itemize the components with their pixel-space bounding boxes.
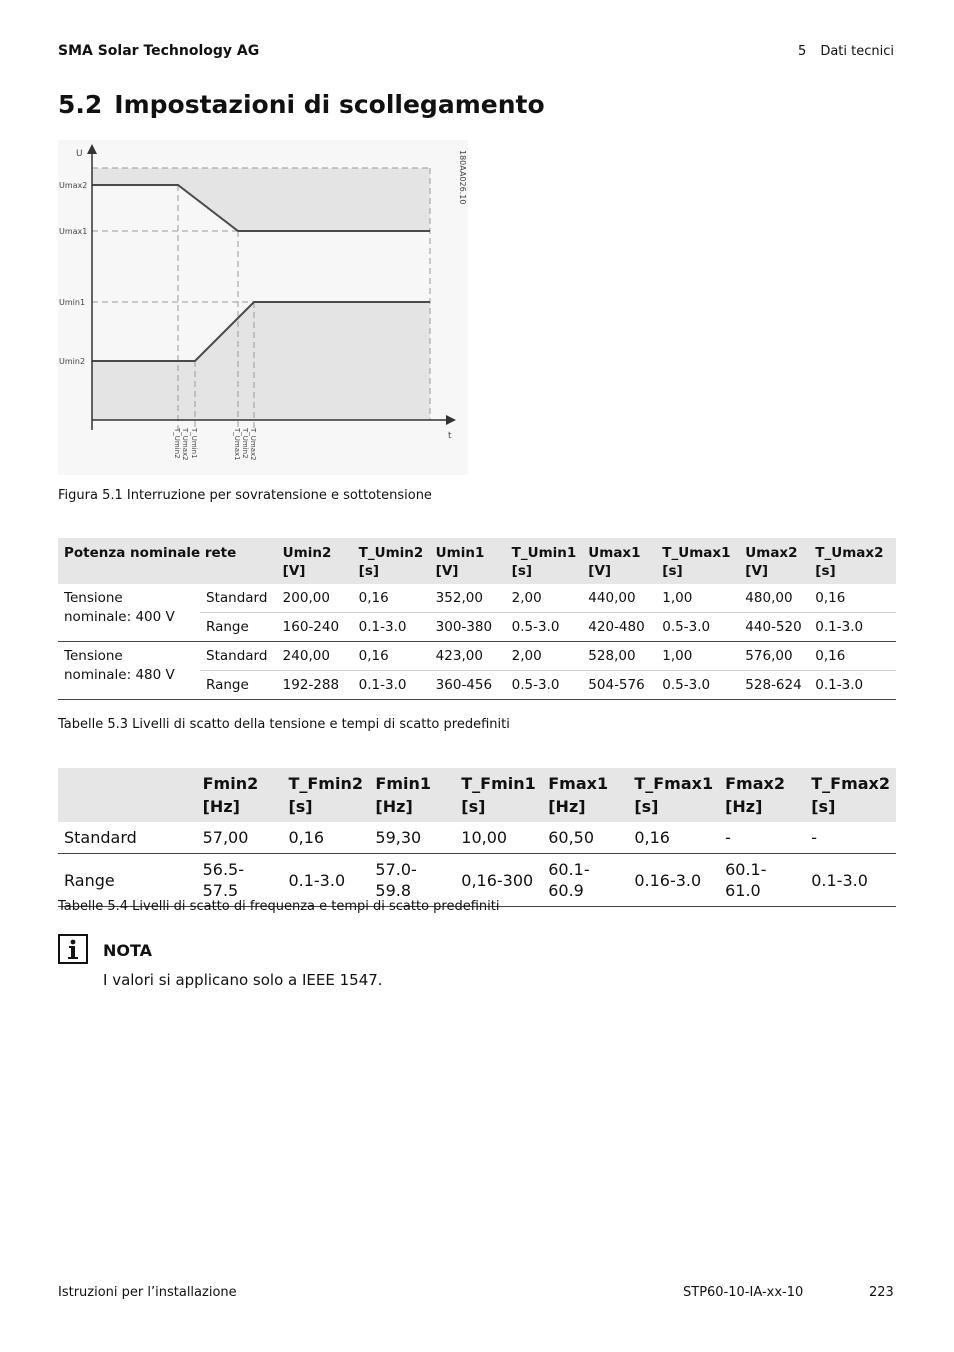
page-number: 223 xyxy=(869,1285,894,1300)
figure-code: 180AA026.10 xyxy=(458,150,467,205)
cell: 0.1-3.0 xyxy=(282,854,369,907)
section-title xyxy=(58,90,545,119)
y-label-umin1: Umin1 xyxy=(59,298,86,307)
cell: 0.5-3.0 xyxy=(656,671,739,700)
cell: 528,00 xyxy=(582,642,656,671)
footer-doc-code: STP60-10-IA-xx-10 xyxy=(683,1285,804,1300)
cell: 60.1-61.0 xyxy=(719,854,805,907)
row-label: Range xyxy=(58,854,197,907)
row-type: Range xyxy=(200,671,277,700)
cell: 0,16 xyxy=(282,822,369,854)
y-label-umin2: Umin2 xyxy=(59,357,86,366)
cell: 59,30 xyxy=(369,822,455,854)
header-cell: Potenza nominale rete xyxy=(58,538,277,584)
cell: 0.1-3.0 xyxy=(809,671,896,700)
x-label-t-umax1: T_Umax1 xyxy=(233,428,241,461)
x-label-t-umin1: T_Umin1 xyxy=(190,428,198,459)
header-cell: Umax2 [V] xyxy=(739,538,809,584)
cell: 57.0-59.8 xyxy=(369,854,455,907)
header-chapter-title: Dati tecnici xyxy=(820,44,894,59)
table-row xyxy=(58,642,896,671)
footer-doc-title: Istruzioni per l’installazione xyxy=(58,1285,237,1300)
cell: 2,00 xyxy=(506,584,583,613)
note-text: I valori si applicano solo a IEEE 1547. xyxy=(103,971,383,989)
cell: 1,00 xyxy=(656,584,739,613)
group-label: Tensione nominale: 480 V xyxy=(58,642,200,700)
cell: 0,16 xyxy=(809,642,896,671)
voltage-diagram xyxy=(58,140,468,475)
table-row xyxy=(58,584,896,613)
voltage-disconnect-figure xyxy=(58,140,468,475)
cell: 420-480 xyxy=(582,613,656,642)
cell: 0,16 xyxy=(353,642,430,671)
cell: 423,00 xyxy=(430,642,506,671)
header-cell: Fmin1 [Hz] xyxy=(369,768,455,822)
note-title: NOTA xyxy=(103,941,153,960)
cell: 352,00 xyxy=(430,584,506,613)
table2-caption: Tabelle 5.4 Livelli di scatto di frequenza e tempi di scatto predefiniti xyxy=(58,899,500,914)
table1-caption: Tabelle 5.3 Livelli di scatto della tensione e tempi di scatto predefiniti xyxy=(58,717,510,732)
x-axis-label: t xyxy=(448,431,452,441)
cell: 0,16-300 xyxy=(455,854,542,907)
row-label: Standard xyxy=(58,822,197,854)
cell: - xyxy=(805,822,896,854)
table-row xyxy=(58,822,896,854)
cell: 192-288 xyxy=(277,671,353,700)
cell: 0,16 xyxy=(809,584,896,613)
cell: 240,00 xyxy=(277,642,353,671)
header-cell: T_Fmax2 [s] xyxy=(805,768,896,822)
cell: 0.1-3.0 xyxy=(809,613,896,642)
cell: 576,00 xyxy=(739,642,809,671)
row-type: Standard xyxy=(200,642,277,671)
y-label-umax2: Umax2 xyxy=(59,181,88,190)
x-label-t-umin2-a: T_Umin2 xyxy=(173,428,181,459)
cell: 0.5-3.0 xyxy=(506,613,583,642)
cell: 0.1-3.0 xyxy=(805,854,896,907)
row-type: Range xyxy=(200,613,277,642)
cell: 10,00 xyxy=(455,822,542,854)
header-cell: T_Fmax1 [s] xyxy=(628,768,719,822)
table-header-row xyxy=(58,538,896,584)
table-header-row xyxy=(58,768,896,822)
header-cell: Umax1 [V] xyxy=(582,538,656,584)
cell: 0.5-3.0 xyxy=(656,613,739,642)
section-number: 5.2 xyxy=(58,90,103,119)
header-chapter xyxy=(798,44,894,59)
x-label-t-umax2-b: T_Umax2 xyxy=(249,428,257,461)
cell: 0.5-3.0 xyxy=(506,671,583,700)
header-cell: T_Fmin2 [s] xyxy=(282,768,369,822)
header-cell: T_Umin2 [s] xyxy=(353,538,430,584)
header-cell: Fmax1 [Hz] xyxy=(542,768,628,822)
header-cell: T_Umin1 [s] xyxy=(506,538,583,584)
cell: 1,00 xyxy=(656,642,739,671)
cell: 300-380 xyxy=(430,613,506,642)
voltage-trip-table xyxy=(58,538,896,700)
cell: 440,00 xyxy=(582,584,656,613)
cell: 0.16-3.0 xyxy=(628,854,719,907)
figure-caption: Figura 5.1 Interruzione per sovratensione e sottotensione xyxy=(58,488,432,503)
frequency-trip-table xyxy=(58,768,896,907)
cell: 56.5-57.5 xyxy=(197,854,283,907)
cell: 0,16 xyxy=(353,584,430,613)
header-cell: T_Fmin1 [s] xyxy=(455,768,542,822)
header-cell: Umin1 [V] xyxy=(430,538,506,584)
cell: 60.1-60.9 xyxy=(542,854,628,907)
y-axis-label: U xyxy=(76,149,83,159)
cell: 2,00 xyxy=(506,642,583,671)
header-cell: Fmin2 [Hz] xyxy=(197,768,283,822)
cell: 60,50 xyxy=(542,822,628,854)
header-cell: T_Umax2 [s] xyxy=(809,538,896,584)
cell: 0,16 xyxy=(628,822,719,854)
x-label-t-umax2-a: T_Umax2 xyxy=(181,428,189,461)
header-cell: Umin2 [V] xyxy=(277,538,353,584)
header-cell: Fmax2 [Hz] xyxy=(719,768,805,822)
cell: - xyxy=(719,822,805,854)
header-chapter-number: 5 xyxy=(798,44,807,59)
cell: 57,00 xyxy=(197,822,283,854)
cell: 0.1-3.0 xyxy=(353,671,430,700)
header-cell xyxy=(58,768,197,822)
y-label-umax1: Umax1 xyxy=(59,227,88,236)
x-label-t-umin2-b: T_Umin2 xyxy=(241,428,249,459)
cell: 480,00 xyxy=(739,584,809,613)
cell: 440-520 xyxy=(739,613,809,642)
cell: 160-240 xyxy=(277,613,353,642)
cell: 504-576 xyxy=(582,671,656,700)
group-label: Tensione nominale: 400 V xyxy=(58,584,200,642)
header-company: SMA Solar Technology AG xyxy=(58,43,260,59)
cell: 528-624 xyxy=(739,671,809,700)
info-icon xyxy=(58,934,88,964)
row-type: Standard xyxy=(200,584,277,613)
header-cell: T_Umax1 [s] xyxy=(656,538,739,584)
cell: 0.1-3.0 xyxy=(353,613,430,642)
cell: 200,00 xyxy=(277,584,353,613)
section-title-text: Impostazioni di scollegamento xyxy=(114,90,545,119)
cell: 360-456 xyxy=(430,671,506,700)
